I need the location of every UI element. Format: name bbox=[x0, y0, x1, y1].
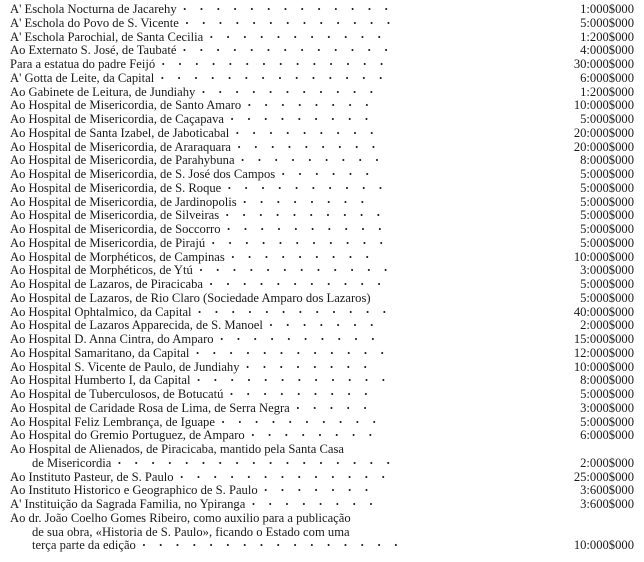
list-item bbox=[10, 471, 638, 485]
dot-leader: · · · · · · · · · · · · · bbox=[182, 43, 401, 58]
entry-label: Ao Hospital D. Anna Cintra, do Amparo bbox=[10, 332, 214, 346]
entry-line bbox=[10, 539, 638, 553]
list-item bbox=[10, 86, 638, 100]
entry-line bbox=[10, 347, 638, 361]
entry-line bbox=[10, 416, 638, 430]
entry-label: Ao Instituto Pasteur, de S. Paulo bbox=[10, 469, 174, 484]
entry-label: Ao Hospital de Tuberculosos, de Botucatú bbox=[10, 387, 224, 401]
entry-label: Ao Hospital de Misericordia, de S. José dos Campos bbox=[10, 167, 276, 181]
entry-label: Ao Hospital de Morphéticos, de Ytú bbox=[10, 263, 193, 278]
list-item bbox=[10, 154, 638, 168]
dot-leader: · · · · · · · · · · · · · bbox=[182, 2, 401, 16]
entry-label: Ao Hospital de Lazaros Apparecida, de S. Manoel bbox=[10, 318, 263, 333]
entry-label: de sua obra, «Historia de S. Paulo», ficando o Estado com uma bbox=[32, 524, 350, 539]
entry-line bbox=[10, 526, 638, 540]
entry-line bbox=[10, 72, 638, 86]
entry-label: A' Eschola Parochial, de Santa Cecilia bbox=[10, 29, 204, 44]
list-item bbox=[10, 429, 638, 443]
entry-line bbox=[10, 484, 638, 498]
entry-amount: 5:000$000 bbox=[580, 222, 634, 236]
entry-line bbox=[10, 223, 638, 237]
entry-amount: 3:600$000 bbox=[580, 483, 634, 498]
list-item bbox=[10, 374, 638, 388]
entry-line bbox=[10, 512, 638, 526]
list-item bbox=[10, 361, 638, 375]
list-item bbox=[10, 512, 638, 553]
entry-amount: 5:000$000 bbox=[580, 180, 634, 195]
entry-label: A' Instituição da Sagrada Familia, no Ypiranga bbox=[10, 497, 246, 511]
entry-line bbox=[10, 374, 638, 388]
list-item bbox=[10, 416, 638, 430]
entry-line bbox=[10, 154, 638, 168]
entry-line bbox=[10, 457, 638, 471]
dot-leader: · · · · · · · · · bbox=[230, 112, 382, 126]
entry-amount: 5:000$000 bbox=[580, 290, 634, 305]
entry-line bbox=[10, 99, 638, 113]
list-item bbox=[10, 196, 638, 210]
list-item bbox=[10, 306, 638, 320]
entry-amount: 5:000$000 bbox=[580, 112, 634, 126]
entry-line bbox=[10, 141, 638, 155]
entry-label: Ao Hospital de Alienados, de Piracicaba, mantido pela Santa Casa bbox=[10, 442, 344, 456]
entry-line bbox=[10, 58, 638, 72]
entry-line bbox=[10, 498, 638, 512]
dot-leader: · · · · · · · bbox=[263, 483, 382, 498]
entry-line bbox=[10, 209, 638, 223]
list-item bbox=[10, 388, 638, 402]
entry-label: Para a estatua do padre Feijó bbox=[10, 57, 156, 71]
entry-amount: 5:000$000 bbox=[580, 194, 634, 209]
entry-line bbox=[10, 388, 638, 402]
list-item bbox=[10, 58, 638, 72]
entry-amount: 1:200$000 bbox=[580, 29, 634, 44]
dot-leader: · · · · · · · · · · · · bbox=[197, 304, 400, 319]
entry-amount: 8:000$000 bbox=[580, 373, 634, 388]
dot-leader: · · · · · · · · · bbox=[235, 125, 387, 140]
dot-leader: · · · · · · bbox=[281, 167, 382, 181]
entry-label: Ao Hospital de Misericordia, de Parahybuna bbox=[10, 153, 235, 168]
list-item bbox=[10, 168, 638, 182]
entry-label: Ao Gabinete de Leitura, de Jundiahy bbox=[10, 84, 196, 99]
list-item bbox=[10, 498, 638, 512]
list-item bbox=[10, 44, 638, 58]
entry-label: terça parte da edição bbox=[32, 538, 136, 553]
entry-amount: 5:000$000 bbox=[580, 414, 634, 429]
list-item bbox=[10, 484, 638, 498]
entry-label: Ao Hospital de Misericordia, de Caçapava bbox=[10, 112, 225, 126]
entry-amount: 30:000$000 bbox=[573, 57, 634, 71]
dot-leader: · · · · · · · · · · · · bbox=[195, 345, 397, 360]
dot-leader: · · · · · · · · · · · · · · · · · bbox=[117, 455, 403, 470]
entry-label: Ao Hospital de Lazaros, de Piracicaba bbox=[10, 277, 204, 291]
entry-amount: 20:000$000 bbox=[573, 139, 634, 154]
entry-label: Ao dr. João Coelho Gomes Ribeiro, como auxilio para a publicação bbox=[10, 510, 351, 525]
entry-amount: 12:000$000 bbox=[573, 345, 634, 360]
dot-leader: · · · · · · · · · · · · · bbox=[179, 469, 398, 484]
dot-leader: · · · · · · · · · · bbox=[225, 208, 394, 223]
dot-leader: · · · · · · · · · · · · · · · · bbox=[141, 538, 411, 553]
entry-amount: 6:000$000 bbox=[580, 428, 634, 443]
entry-line bbox=[10, 429, 638, 443]
dot-leader: · · · · · · · · · · · bbox=[201, 84, 387, 99]
entry-line bbox=[10, 471, 638, 485]
entry-label: Ao Hospital Humberto I, da Capital bbox=[10, 373, 191, 388]
list-item bbox=[10, 278, 638, 292]
list-item bbox=[10, 443, 638, 471]
entry-label: Ao Hospital Feliz Lembrança, de Iguape bbox=[10, 414, 215, 429]
entry-amount: 15:000$000 bbox=[573, 332, 634, 346]
list-item bbox=[10, 127, 638, 141]
entry-label: Ao Hospital de Lazaros, de Rio Claro (Sociedade Amparo dos Lazaros) bbox=[10, 290, 371, 305]
entry-amount: 5:000$000 bbox=[580, 167, 634, 181]
entry-line bbox=[10, 306, 638, 320]
entry-amount: 1:000$000 bbox=[580, 2, 634, 16]
entry-line bbox=[10, 196, 638, 210]
dot-leader: · · · · · · · · bbox=[242, 194, 378, 209]
dot-leader: · · · · · · · · · · · bbox=[209, 29, 394, 44]
entry-label: Ao Instituto Historico e Geographico de S. Paulo bbox=[10, 483, 258, 498]
entry-amount: 3:000$000 bbox=[580, 263, 634, 278]
entry-label: Ao Hospital de Morphéticos, de Campinas bbox=[10, 249, 225, 264]
dot-leader: · · · · · · · · bbox=[245, 359, 380, 374]
entry-label: Ao Hospital Ophtalmico, da Capital bbox=[10, 304, 192, 319]
entry-label: Ao Hospital de Misericordia, de Araraquara bbox=[10, 139, 232, 154]
entry-line bbox=[10, 127, 638, 141]
dot-leader: · · · · · · · · · · · bbox=[211, 235, 396, 250]
entry-amount: 4:000$000 bbox=[580, 43, 634, 58]
entry-line bbox=[10, 237, 638, 251]
entry-label: Ao Hospital de Misericordia, de Pirajú bbox=[10, 235, 206, 250]
dot-leader: · · · · · · · · · · · · · bbox=[184, 15, 404, 30]
entry-amount: 2:000$000 bbox=[580, 455, 634, 470]
entry-label: Ao Hospital S. Vicente de Paulo, de Jundiahy bbox=[10, 359, 240, 374]
entry-line bbox=[10, 319, 638, 333]
entry-line bbox=[10, 361, 638, 375]
entry-line bbox=[10, 333, 638, 347]
entry-amount: 8:000$000 bbox=[580, 153, 634, 168]
dot-leader: · · · · · · · · · bbox=[229, 387, 381, 401]
entry-amount: 1:200$000 bbox=[580, 84, 634, 99]
dot-leader: · · · · · · · · · · bbox=[226, 222, 395, 236]
dot-leader: · · · · · · · · · · bbox=[220, 414, 389, 429]
list-item bbox=[10, 237, 638, 251]
dot-leader: · · · · · · · · · bbox=[230, 249, 382, 264]
entry-label: Ao Hospital de Caridade Rosa de Lima, de Serra Negra bbox=[10, 400, 290, 415]
list-item bbox=[10, 113, 638, 127]
list-item bbox=[10, 319, 638, 333]
entry-line bbox=[10, 44, 638, 58]
list-item bbox=[10, 333, 638, 347]
dot-leader: · · · · · · · · · · · · bbox=[198, 263, 401, 278]
entry-amount: 5:000$000 bbox=[580, 387, 634, 401]
entry-label: Ao Hospital de Misericordia, de S. Roque bbox=[10, 180, 222, 195]
entry-label: Ao Hospital de Misericordia, de Jardinopolis bbox=[10, 194, 237, 209]
entry-amount: 3:000$000 bbox=[580, 400, 634, 415]
dot-leader: · · · · · bbox=[295, 400, 380, 415]
entry-label: Ao Hospital de Misericordia, de Silveiras bbox=[10, 208, 220, 223]
entry-line bbox=[10, 182, 638, 196]
entry-line bbox=[10, 251, 638, 265]
entry-amount: 25:000$000 bbox=[573, 469, 634, 484]
entry-line bbox=[10, 17, 638, 31]
entry-amount: 10:000$000 bbox=[573, 98, 634, 113]
list-item bbox=[10, 17, 638, 31]
entry-line bbox=[10, 264, 638, 278]
entry-label: Ao Hospital de Santa Izabel, de Jaboticabal bbox=[10, 125, 230, 140]
entry-amount: 5:000$000 bbox=[580, 277, 634, 291]
list-item bbox=[10, 99, 638, 113]
entry-label: A' Gotta de Leite, da Capital bbox=[10, 70, 155, 85]
entry-amount: 10:000$000 bbox=[573, 538, 634, 553]
list-item bbox=[10, 31, 638, 45]
entry-line bbox=[10, 86, 638, 100]
entry-label: Ao Hospital Samaritano, da Capital bbox=[10, 345, 190, 360]
list-item bbox=[10, 402, 638, 416]
list-item bbox=[10, 264, 638, 278]
entry-line bbox=[10, 292, 638, 306]
entry-amount: 10:000$000 bbox=[573, 249, 634, 264]
dot-leader: · · · · · · · · · bbox=[240, 153, 392, 168]
list-item bbox=[10, 223, 638, 237]
entry-amount: 5:000$000 bbox=[580, 208, 634, 223]
list-item bbox=[10, 72, 638, 86]
entry-label: de Misericordia bbox=[32, 455, 112, 470]
dot-leader: · · · · · · · · bbox=[250, 428, 386, 443]
list-item bbox=[10, 3, 638, 17]
dot-leader: · · · · · · · · bbox=[251, 497, 386, 511]
entry-line bbox=[10, 402, 638, 416]
entry-label: Ao Hospital do Gremio Portuguez, de Amparo bbox=[10, 428, 245, 443]
entry-amount: 3:600$000 bbox=[580, 497, 634, 511]
entry-amount: 5:000$000 bbox=[580, 15, 634, 30]
entry-line bbox=[10, 113, 638, 127]
entry-line bbox=[10, 278, 638, 292]
list-item bbox=[10, 182, 638, 196]
dot-leader: · · · · · · · · · · bbox=[227, 180, 396, 195]
entry-amount: 6:000$000 bbox=[580, 70, 634, 85]
list-item bbox=[10, 347, 638, 361]
entry-line bbox=[10, 168, 638, 182]
entry-amount: 40:000$000 bbox=[573, 304, 634, 319]
dot-leader: · · · · · · · · · · · · bbox=[196, 373, 399, 388]
list-item bbox=[10, 292, 638, 306]
entry-line bbox=[10, 3, 638, 17]
dot-leader: · · · · · · · bbox=[268, 318, 387, 333]
list-item bbox=[10, 251, 638, 265]
dot-leader: · · · · · · · · · · · bbox=[209, 277, 394, 291]
entry-label: Ao Hospital de Misericordia, de Soccorro bbox=[10, 222, 221, 236]
dot-leader: · · · · · · · · · · bbox=[219, 332, 388, 346]
entry-amount: 2:000$000 bbox=[580, 318, 634, 333]
entry-amount: 10:000$000 bbox=[573, 359, 634, 374]
dot-leader: · · · · · · · · · bbox=[237, 139, 389, 154]
dot-leader: · · · · · · · · bbox=[247, 98, 382, 113]
dot-leader: · · · · · · · · · · · · · · bbox=[161, 57, 397, 71]
dot-leader: · · · · · · · · · · · · · · bbox=[160, 70, 396, 85]
list-item bbox=[10, 209, 638, 223]
entry-amount: 5:000$000 bbox=[580, 235, 634, 250]
appropriations-list bbox=[10, 3, 638, 553]
entry-label: A' Eschola do Povo de S. Vicente bbox=[10, 15, 179, 30]
list-item bbox=[10, 141, 638, 155]
entry-label: Ao Hospital de Misericordia, de Santo Amaro bbox=[10, 98, 242, 113]
entry-label: Ao Externato S. José, de Taubaté bbox=[10, 43, 177, 58]
entry-label: A' Eschola Nocturna de Jacarehy bbox=[10, 2, 177, 16]
entry-line bbox=[10, 31, 638, 45]
entry-amount: 20:000$000 bbox=[573, 125, 634, 140]
entry-line bbox=[10, 443, 638, 457]
